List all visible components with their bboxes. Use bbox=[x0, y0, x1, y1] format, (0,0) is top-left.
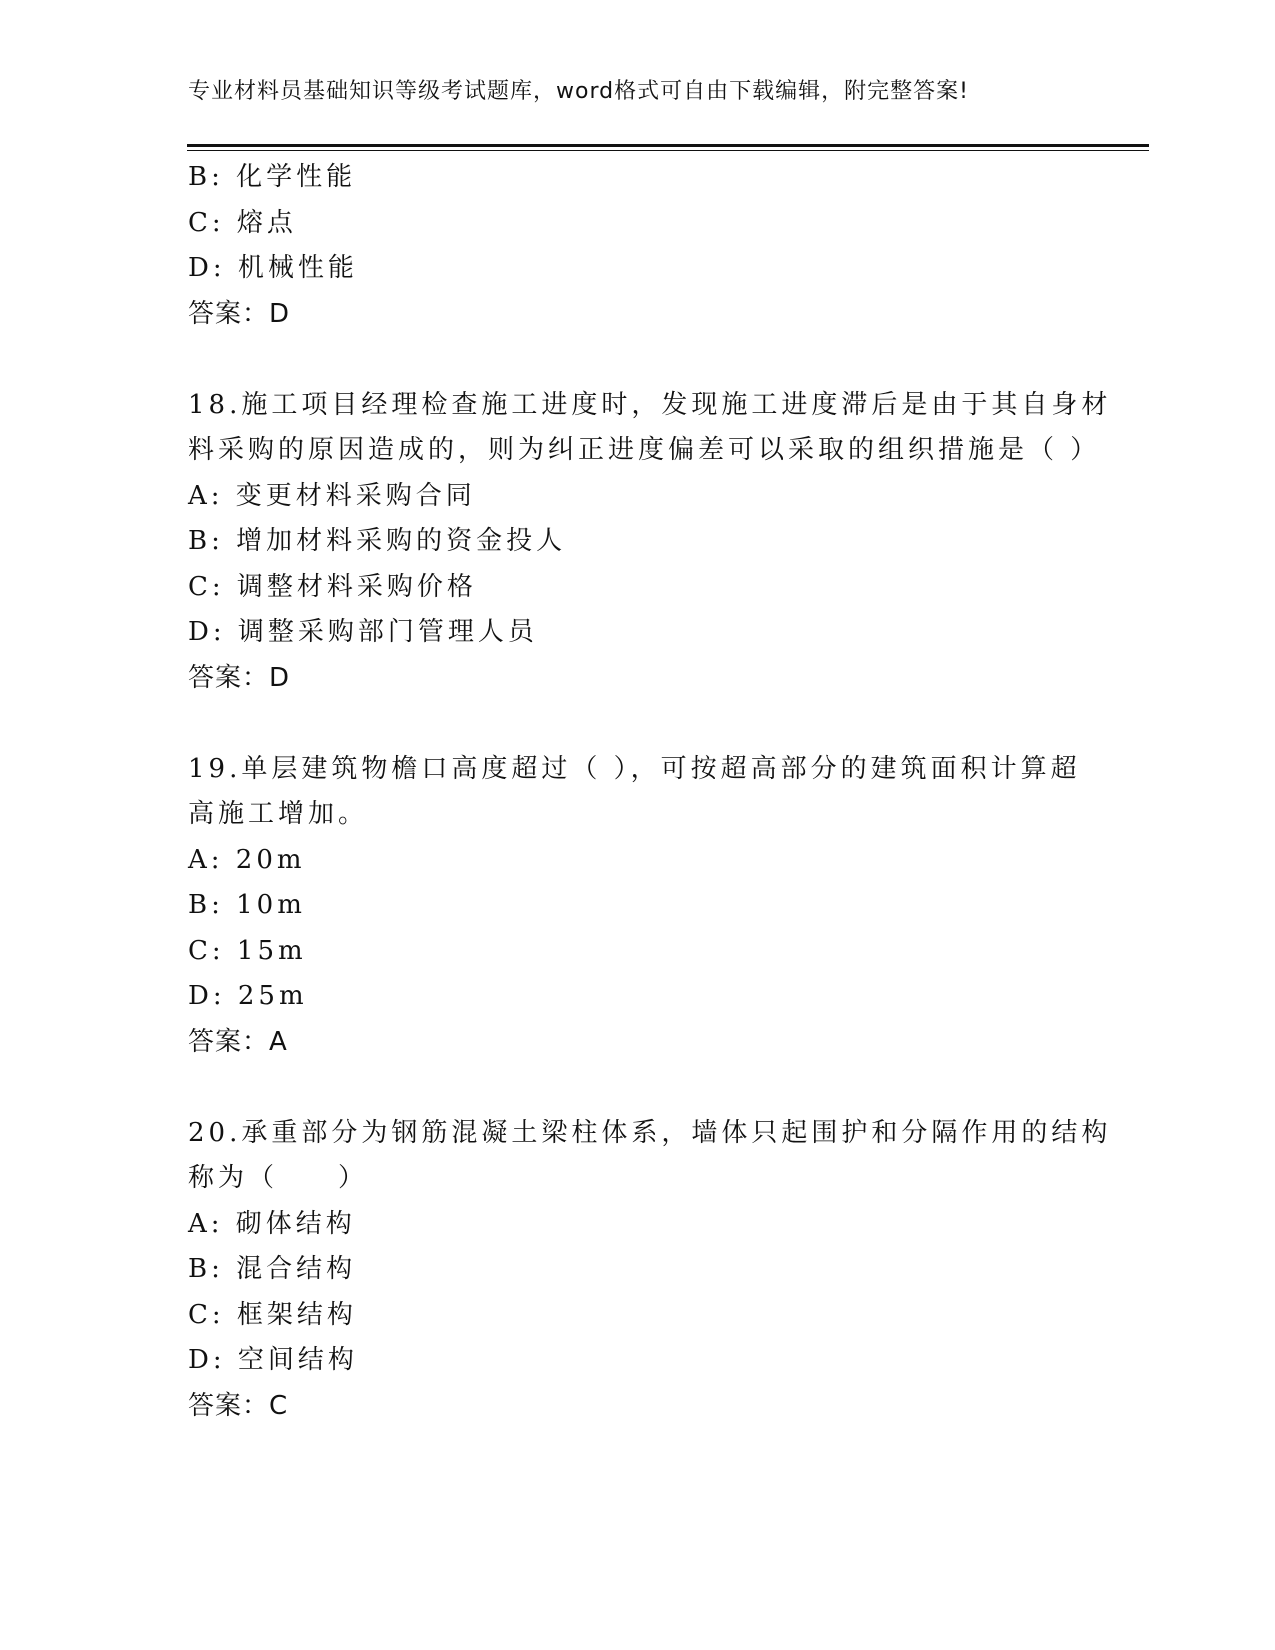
option-b: B: 增加材料采购的资金投人 bbox=[188, 526, 567, 556]
option-c: C: 熔点 bbox=[188, 207, 297, 238]
option-b: B: 混合结构 bbox=[188, 1254, 357, 1284]
question-block-19 bbox=[188, 747, 1088, 1066]
option-b: B: 10m bbox=[188, 890, 306, 920]
question-stem-line: 料采购的原因造成的，则为纠正进度偏差可以采取的组织措施是（ ） bbox=[188, 435, 1101, 465]
question-stem-line: 高施工增加。 bbox=[188, 799, 369, 829]
question-block-18 bbox=[188, 383, 1112, 702]
option-a: A: 变更材料采购合同 bbox=[188, 480, 476, 511]
question-content bbox=[188, 155, 1112, 1429]
answer-line: 答案：C bbox=[188, 1390, 289, 1421]
option-d: D: 空间结构 bbox=[188, 1345, 358, 1375]
answer-line: 答案：A bbox=[188, 1026, 288, 1057]
question-stem-line: 19.单层建筑物檐口高度超过（ ），可按超高部分的建筑面积计算超 bbox=[188, 753, 1081, 784]
question-block-20 bbox=[188, 1111, 1112, 1430]
option-a: A: 20m bbox=[188, 844, 306, 875]
question-stem-line: 20.承重部分为钢筋混凝土梁柱体系，墙体只起围护和分隔作用的结构 bbox=[188, 1117, 1112, 1148]
option-a: A: 砌体结构 bbox=[188, 1208, 356, 1239]
header-rule-thin bbox=[187, 150, 1149, 151]
question-block-prev bbox=[188, 155, 1088, 337]
option-b: B: 化学性能 bbox=[188, 162, 357, 192]
question-stem-line: 18.施工项目经理检查施工进度时，发现施工进度滞后是由于其自身材 bbox=[188, 389, 1112, 420]
option-d: D: 调整采购部门管理人员 bbox=[188, 617, 538, 647]
option-c: C: 框架结构 bbox=[188, 1299, 357, 1330]
spacer bbox=[188, 701, 1088, 747]
option-c: C: 调整材料采购价格 bbox=[188, 571, 477, 602]
option-d: D: 机械性能 bbox=[188, 253, 358, 283]
option-d: D: 25m bbox=[188, 981, 308, 1011]
spacer bbox=[188, 1065, 1088, 1111]
spacer bbox=[188, 337, 1088, 383]
answer-line: 答案：D bbox=[188, 662, 291, 693]
header-rule-thick bbox=[187, 144, 1149, 147]
option-c: C: 15m bbox=[188, 935, 307, 966]
answer-line: 答案：D bbox=[188, 298, 291, 329]
page-header-title: 专业材料员基础知识等级考试题库，word格式可自由下载编辑，附完整答案! bbox=[188, 79, 969, 104]
question-stem-line: 称为（ ） bbox=[188, 1163, 369, 1193]
